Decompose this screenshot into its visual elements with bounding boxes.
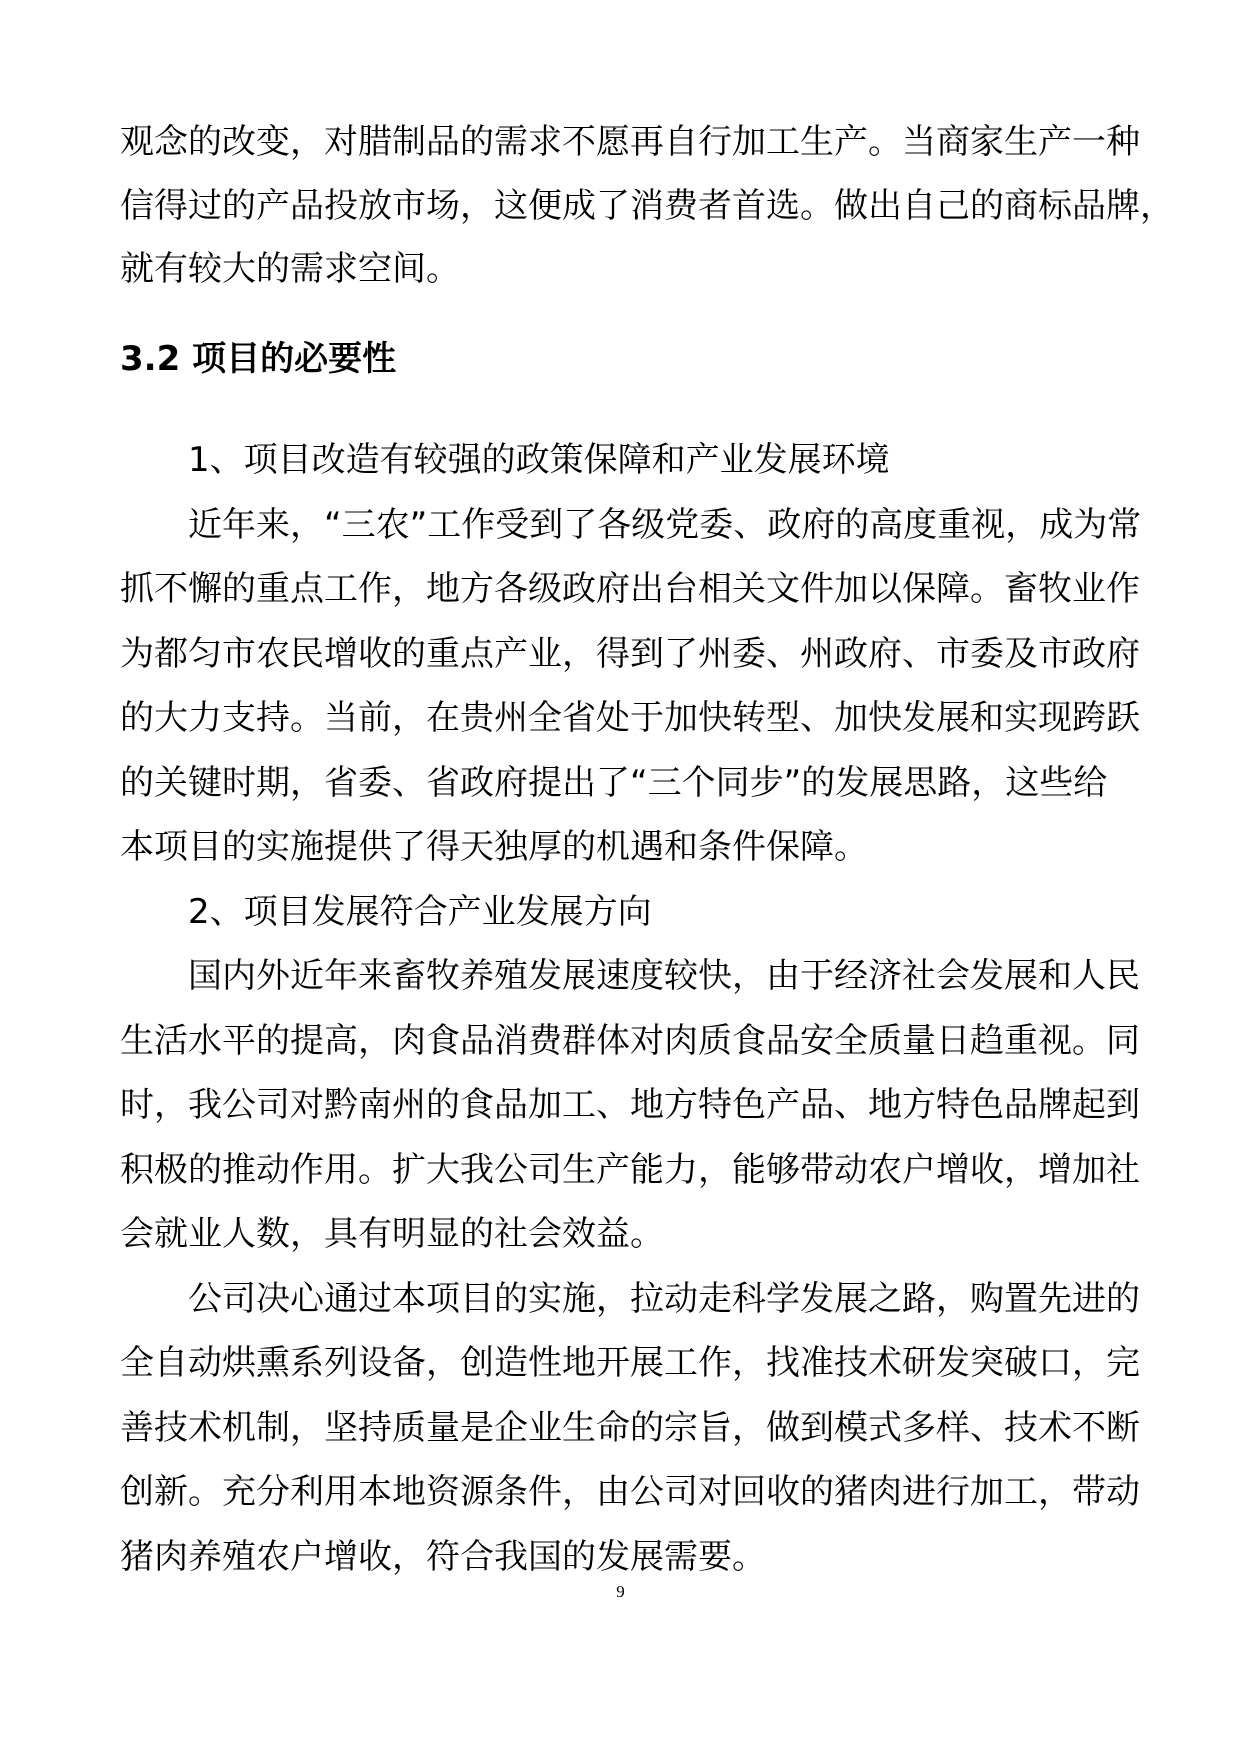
paragraph-1-line-5: 的关键时期，省委、省政府提出了“三个同步”的发展思路，这些给 — [120, 763, 1108, 803]
subheading-1: 1、项目改造有较强的政策保障和产业发展环境 — [188, 440, 890, 480]
intro-line-3: 就有较大的需求空间。 — [120, 249, 460, 289]
paragraph-1-line-2: 抓不懈的重点工作，地方各级政府出台相关文件加以保障。畜牧业作 — [120, 569, 1140, 609]
paragraph-1-line-1: 近年来，“三农”工作受到了各级党委、政府的高度重视，成为常 — [188, 505, 1142, 545]
paragraph-3-line-3: 善技术机制，坚持质量是企业生命的宗旨，做到模式多样、技术不断 — [120, 1408, 1140, 1448]
paragraph-1-line-4: 的大力支持。当前，在贵州全省处于加快转型、加快发展和实现跨跃 — [120, 698, 1140, 738]
subheading-2: 2、项目发展符合产业发展方向 — [188, 892, 652, 932]
paragraph-2-line-5: 会就业人数，具有明显的社会效益。 — [120, 1214, 664, 1254]
paragraph-2-line-4: 积极的推动作用。扩大我公司生产能力，能够带动农户增收，增加社 — [120, 1150, 1140, 1190]
page-number: 9 — [616, 1582, 625, 1601]
paragraph-3-line-5: 猪肉养殖农户增收，符合我国的发展需要。 — [120, 1537, 766, 1577]
paragraph-3-line-4: 创新。充分利用本地资源条件，由公司对回收的猪肉进行加工，带动 — [120, 1472, 1140, 1512]
paragraph-2-line-1: 国内外近年来畜牧养殖发展速度较快，由于经济社会发展和人民 — [188, 956, 1140, 996]
section-heading: 3.2 项目的必要性 — [120, 339, 397, 379]
paragraph-2-line-3: 时，我公司对黔南州的食品加工、地方特色产品、地方特色品牌起到 — [120, 1085, 1140, 1125]
paragraph-3-line-2: 全自动烘熏系列设备，创造性地开展工作，找准技术研发突破口，完 — [120, 1343, 1140, 1383]
paragraph-1-line-3: 为都匀市农民增收的重点产业，得到了州委、州政府、市委及市政府 — [120, 634, 1140, 674]
paragraph-2-line-2: 生活水平的提高，肉食品消费群体对肉质食品安全质量日趋重视。同 — [120, 1021, 1140, 1061]
paragraph-3-line-1: 公司决心通过本项目的实施，拉动走科学发展之路，购置先进的 — [188, 1279, 1140, 1319]
intro-line-2: 信得过的产品投放市场，这便成了消费者首选。做出自己的商标品牌， — [120, 186, 1174, 226]
intro-line-1: 观念的改变，对腊制品的需求不愿再自行加工生产。当商家生产一种 — [120, 122, 1140, 162]
paragraph-1-line-6: 本项目的实施提供了得天独厚的机遇和条件保障。 — [120, 827, 868, 867]
